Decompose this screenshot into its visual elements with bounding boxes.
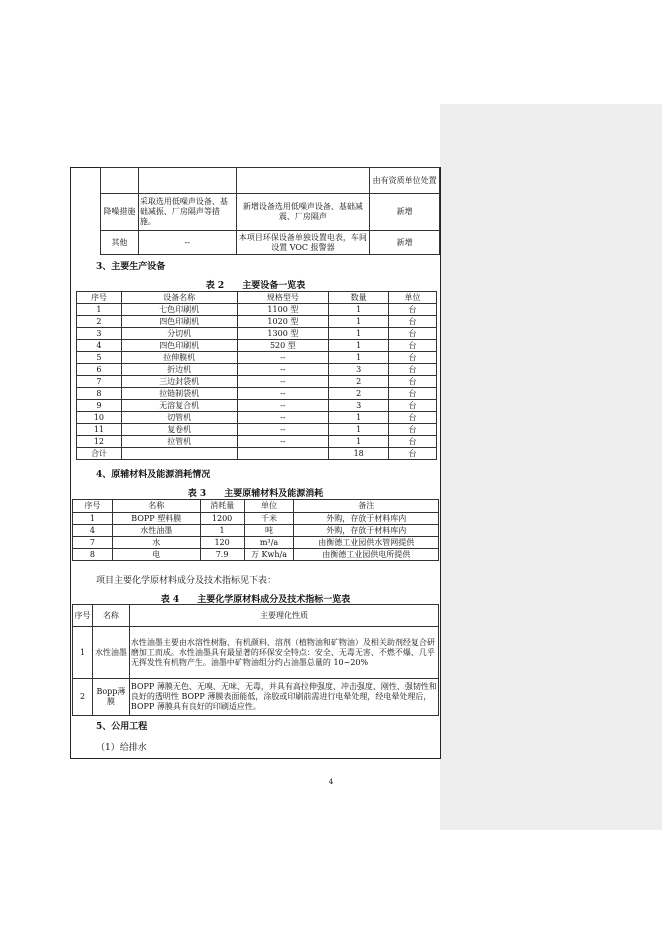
col-header: 主要理化性质 (129, 605, 438, 627)
table-cell: 台 (389, 340, 437, 352)
table-cell: 台 (389, 352, 437, 364)
table-cell: 3 (329, 364, 389, 376)
table-cell: 7 (73, 537, 113, 549)
table-cell: 10 (77, 412, 122, 424)
section-4-heading: 4、原辅材料及能源消耗情况 (96, 470, 211, 480)
table-row (77, 436, 437, 448)
table-cell: 1020 型 (237, 316, 329, 328)
table-cell: 台 (389, 328, 437, 340)
table-cell: 1 (329, 436, 389, 448)
table-cell: 台 (389, 436, 437, 448)
measure-after: 本项目环保设备单独设置电表，车间设置 VOC 报警器 (236, 231, 370, 255)
table-cell: 5 (77, 352, 122, 364)
total-qty: 18 (329, 448, 389, 460)
table-cell: 11 (77, 424, 122, 436)
col-header: 设备名称 (121, 292, 237, 304)
table2-caption: 表 2 主要设备一览表 (205, 281, 306, 291)
table-cell: 1 (329, 424, 389, 436)
table-row (73, 549, 439, 561)
disposal-cell: 由有资质单位处置 (370, 168, 440, 194)
measure-category: 其他 (101, 231, 139, 255)
table-cell: 8 (73, 549, 113, 561)
table-cell: 台 (389, 388, 437, 400)
measure-note: 新增 (370, 231, 440, 255)
table-cell: 1 (329, 304, 389, 316)
table-row (77, 340, 437, 352)
table-cell: 水 (112, 537, 200, 549)
table-cell: 三边封袋机 (121, 376, 237, 388)
col-header: 序号 (77, 292, 122, 304)
table-cell: 七色印刷机 (121, 304, 237, 316)
total-label: 合计 (77, 448, 122, 460)
material-properties: 水性油墨主要由水溶性树脂、有机颜料、溶剂（植物油和矿物油）及相关助剂经复合研磨加工而成。水性油墨具有最显著的环保安全特点：安全、无毒无害、不燃不爆、几乎无挥发性有机物产生。油墨中矿物油组分约占油墨总量的 10~20% (129, 627, 438, 679)
table-cell: 水性油墨 (112, 525, 200, 537)
table-row (77, 316, 437, 328)
table4-caption: 表 4 主要化学原材料成分及技术指标一览表 (160, 595, 351, 605)
measure-before: 采取选用低噪声设备、基础减振、厂房隔声等措施。 (138, 194, 236, 231)
table-cell: 1 (329, 328, 389, 340)
table-row (77, 328, 437, 340)
table-cell: 1200 (200, 513, 244, 525)
total-unit: 台 (389, 448, 437, 460)
measure-after: 新增设备选用低噪声设备、基础减震、厂房隔声 (236, 194, 370, 231)
col-header: 消耗量 (200, 500, 244, 513)
comment-sidebar (440, 104, 662, 830)
table-cell: -- (237, 376, 329, 388)
table-cell: 电 (112, 549, 200, 561)
subsection-water: （1）给排水 (96, 743, 147, 753)
table-cell: 复卷机 (121, 424, 237, 436)
table-cell: 四色印刷机 (121, 316, 237, 328)
table-row (77, 424, 437, 436)
section-3-heading: 3、主要生产设备 (96, 262, 166, 272)
material-name: Bopp薄膜 (92, 679, 129, 716)
table-cell: 2 (77, 316, 122, 328)
col-header: 名称 (92, 605, 129, 627)
table-cell: 9 (77, 400, 122, 412)
material-name: 水性油墨 (92, 627, 129, 679)
table-cell: -- (237, 424, 329, 436)
table-cell: 1 (73, 513, 113, 525)
table-cell: 台 (389, 364, 437, 376)
table-cell: 四色印刷机 (121, 340, 237, 352)
table-cell: 台 (389, 376, 437, 388)
col-header: 名称 (112, 500, 200, 513)
materials-table (72, 499, 439, 561)
table-cell: 1 (329, 352, 389, 364)
table-cell: 7 (77, 376, 122, 388)
table-cell: 拉管机 (121, 436, 237, 448)
table-cell: 12 (77, 436, 122, 448)
col-header: 数量 (329, 292, 389, 304)
table-cell: 1100 型 (237, 304, 329, 316)
table-row (77, 304, 437, 316)
table-cell: 4 (77, 340, 122, 352)
table-cell: -- (237, 436, 329, 448)
table-row (73, 513, 439, 525)
chemical-properties-table (72, 604, 439, 716)
col-header: 规格型号 (237, 292, 329, 304)
col-header: 备注 (294, 500, 439, 513)
table-cell: 台 (389, 424, 437, 436)
table-cell: -- (237, 412, 329, 424)
table-cell: -- (237, 400, 329, 412)
table-row (77, 352, 437, 364)
table-cell: 6 (77, 364, 122, 376)
table-row (73, 537, 439, 549)
table-cell: 外购，存放于材料库内 (294, 513, 439, 525)
table-cell: 千米 (244, 513, 294, 525)
table-cell: 由衡德工业园供电所提供 (294, 549, 439, 561)
table-cell: 8 (77, 388, 122, 400)
table-cell: 1 (200, 525, 244, 537)
table-cell: 120 (200, 537, 244, 549)
table-cell: 520 型 (237, 340, 329, 352)
table-cell: 外购，存放于材料库内 (294, 525, 439, 537)
table-cell: 1 (77, 304, 122, 316)
table-cell: -- (237, 352, 329, 364)
table-cell: 吨 (244, 525, 294, 537)
table-cell: 3 (329, 400, 389, 412)
material-properties: BOPP 薄膜无色、无嗅、无味、无毒，并具有高拉伸强度、冲击强度、刚性、强韧性和良好的透明性 BOPP 薄膜表面能低，涂胶或印刷前需进行电晕处理，经电晕处理后，BOPP 薄膜具有良好的印刷适应性。 (129, 679, 438, 716)
table-row (77, 376, 437, 388)
table-cell: 台 (389, 400, 437, 412)
table-cell: 4 (73, 525, 113, 537)
measure-before: -- (138, 231, 236, 255)
measure-category: 降噪措施 (101, 194, 139, 231)
table-cell: 由衡德工业园供水管网提供 (294, 537, 439, 549)
section-5-heading: 5、公用工程 (96, 722, 148, 732)
col-header: 序号 (73, 605, 93, 627)
intro-paragraph: 项目主要化学原材料成分及技术指标见下表： (96, 576, 277, 586)
table-cell: 7.9 (200, 549, 244, 561)
table-row (77, 400, 437, 412)
table-cell: 拉伸膜机 (121, 352, 237, 364)
table-cell: 2 (329, 376, 389, 388)
table-cell: -- (237, 388, 329, 400)
table3-caption: 表 3 主要原辅材料及能源消耗 (187, 489, 324, 499)
table-cell: 台 (389, 316, 437, 328)
table-cell: 拉链制袋机 (121, 388, 237, 400)
table-cell: 2 (329, 388, 389, 400)
measure-note: 新增 (370, 194, 440, 231)
col-header: 单位 (389, 292, 437, 304)
col-header: 单位 (244, 500, 294, 513)
table-cell: 1300 型 (237, 328, 329, 340)
table-row (77, 388, 437, 400)
table-cell: 台 (389, 412, 437, 424)
table-cell: 分切机 (121, 328, 237, 340)
table-cell: 切管机 (121, 412, 237, 424)
table-row (73, 525, 439, 537)
table-cell: 1 (329, 340, 389, 352)
table-row (77, 364, 437, 376)
pollution-measures-table (100, 167, 440, 255)
table-cell: 3 (77, 328, 122, 340)
table-cell: m³/a (244, 537, 294, 549)
page-number: 4 (328, 778, 334, 786)
row-index: 1 (73, 627, 93, 679)
table-cell: 无溶复合机 (121, 400, 237, 412)
table-cell: 1 (329, 412, 389, 424)
table-cell: 折边机 (121, 364, 237, 376)
row-index: 2 (73, 679, 93, 716)
equipment-table (76, 291, 437, 460)
col-header: 序号 (73, 500, 113, 513)
table-cell: BOPP 塑料膜 (112, 513, 200, 525)
table-cell: 万 Kwh/a (244, 549, 294, 561)
table-cell: 1 (329, 316, 389, 328)
table-cell: 台 (389, 304, 437, 316)
table-row (77, 412, 437, 424)
table-cell: -- (237, 364, 329, 376)
